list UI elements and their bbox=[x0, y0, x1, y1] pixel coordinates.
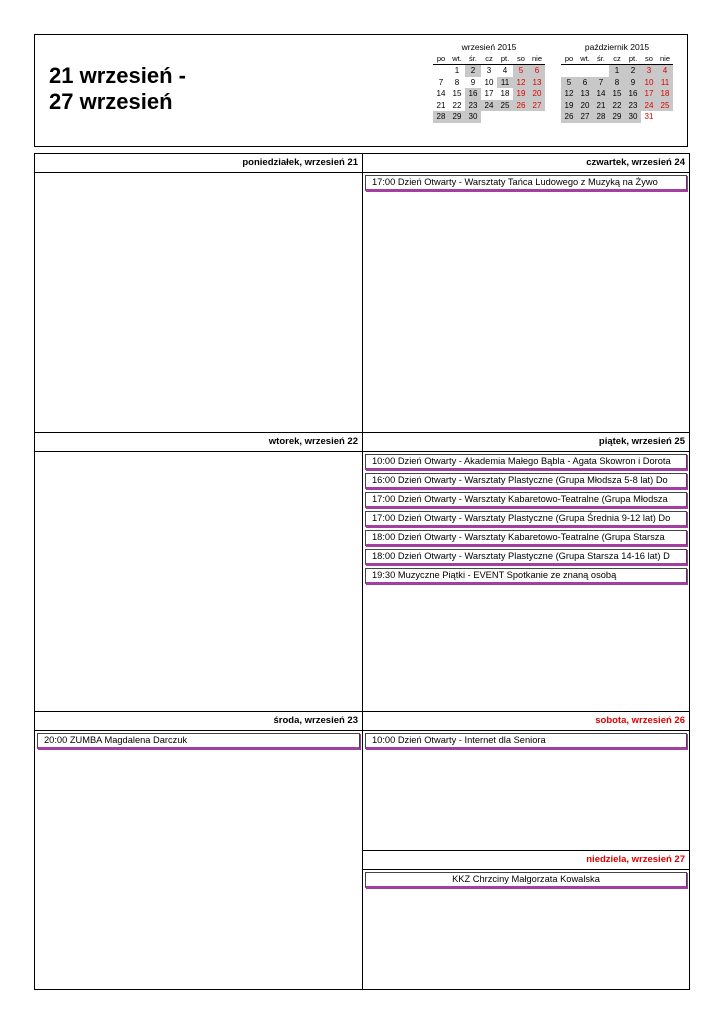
calendar-day[interactable]: 22 bbox=[452, 100, 462, 110]
calendar-day[interactable]: 4 bbox=[657, 65, 673, 77]
calendar-day bbox=[433, 65, 449, 77]
calendar-day[interactable]: 18 bbox=[657, 88, 673, 100]
calendar-day[interactable]: 31 bbox=[644, 112, 654, 122]
calendar-day[interactable]: 28 bbox=[433, 111, 449, 123]
calendar-day[interactable]: 15 bbox=[609, 88, 625, 100]
calendar-day[interactable]: 21 bbox=[436, 100, 446, 110]
weekday-label: cz bbox=[481, 53, 497, 65]
calendar-day[interactable]: 6 bbox=[529, 65, 545, 77]
calendar-day[interactable]: 29 bbox=[609, 111, 625, 123]
calendar-day bbox=[497, 111, 513, 123]
event-item[interactable]: 20:00 ZUMBA Magdalena Darczuk bbox=[37, 733, 360, 749]
event-item[interactable]: 17:00 Dzień Otwarty - Warsztaty Kabaretowo-Teatralne (Grupa Młodsza bbox=[365, 492, 687, 508]
calendar-day[interactable]: 8 bbox=[609, 77, 625, 89]
mini-calendar-title: wrzesień 2015 bbox=[461, 42, 517, 52]
event-item[interactable]: 17:00 Dzień Otwarty - Warsztaty Plastyczne (Grupa Średnia 9-12 lat) Do bbox=[365, 511, 687, 527]
weekday-label: pt. bbox=[497, 53, 513, 65]
calendar-day[interactable]: 22 bbox=[609, 100, 625, 112]
event-item[interactable]: 16:00 Dzień Otwarty - Warsztaty Plastyczne (Grupa Młodsza 5-8 lat) Do bbox=[365, 473, 687, 489]
events-wednesday bbox=[35, 731, 362, 749]
calendar-day[interactable]: 30 bbox=[465, 111, 481, 123]
calendar-day[interactable]: 1 bbox=[454, 66, 460, 76]
day-header-saturday: sobota, wrzesień 26 bbox=[363, 712, 689, 731]
calendar-day bbox=[481, 111, 497, 123]
calendar-day[interactable]: 11 bbox=[497, 77, 513, 89]
calendar-day[interactable]: 7 bbox=[438, 77, 444, 87]
calendar-day[interactable]: 20 bbox=[529, 88, 545, 100]
calendar-day[interactable]: 19 bbox=[513, 88, 529, 100]
calendar-day[interactable]: 9 bbox=[625, 77, 641, 89]
day-saturday bbox=[363, 712, 689, 851]
calendar-day[interactable]: 24 bbox=[481, 100, 497, 112]
events-tuesday bbox=[35, 452, 362, 454]
calendar-day[interactable]: 10 bbox=[641, 77, 657, 89]
weekday-label: nie bbox=[657, 53, 673, 65]
calendar-day[interactable]: 16 bbox=[625, 88, 641, 100]
weekday-label: cz bbox=[609, 53, 625, 65]
calendar-day[interactable]: 19 bbox=[561, 100, 577, 112]
calendar-day[interactable]: 27 bbox=[577, 111, 593, 123]
week-title-line-2: 27 wrzesień bbox=[49, 89, 173, 114]
mini-calendar-september bbox=[433, 41, 545, 123]
events-friday bbox=[363, 452, 689, 584]
calendar-day[interactable]: 26 bbox=[561, 111, 577, 123]
day-header-wednesday: środa, wrzesień 23 bbox=[35, 712, 362, 731]
weekday-label: wt. bbox=[449, 53, 465, 65]
event-item[interactable]: 17:00 Dzień Otwarty - Warsztaty Tańca Ludowego z Muzyką na Żywo bbox=[365, 175, 687, 191]
calendar-day[interactable]: 12 bbox=[561, 88, 577, 100]
day-sunday bbox=[363, 851, 689, 989]
calendar-day[interactable]: 16 bbox=[465, 88, 481, 100]
day-friday bbox=[363, 433, 689, 712]
calendar-day bbox=[513, 111, 529, 123]
calendar-day[interactable]: 2 bbox=[625, 65, 641, 77]
event-item[interactable]: 10:00 Dzień Otwarty - Internet dla Seniora bbox=[365, 733, 687, 749]
calendar-day[interactable]: 2 bbox=[465, 65, 481, 77]
weekday-label: so bbox=[641, 53, 657, 65]
calendar-day[interactable]: 8 bbox=[454, 77, 460, 87]
calendar-day[interactable]: 3 bbox=[641, 65, 657, 77]
day-header-sunday: niedziela, wrzesień 27 bbox=[363, 851, 689, 870]
calendar-day bbox=[561, 65, 577, 77]
event-item[interactable]: 19:30 Muzyczne Piątki - EVENT Spotkanie ze znaną osobą bbox=[365, 568, 687, 584]
week-title-line-1: 21 wrzesień - bbox=[49, 63, 186, 88]
event-item[interactable]: KKZ Chrzciny Małgorzata Kowalska bbox=[365, 872, 687, 888]
calendar-day[interactable]: 21 bbox=[593, 100, 609, 112]
calendar-day[interactable]: 5 bbox=[561, 77, 577, 89]
calendar-day bbox=[593, 65, 609, 77]
day-tuesday bbox=[35, 433, 362, 712]
calendar-day[interactable]: 28 bbox=[593, 111, 609, 123]
day-wednesday bbox=[35, 712, 362, 989]
calendar-day[interactable]: 1 bbox=[609, 65, 625, 77]
weekday-label: śr. bbox=[465, 53, 481, 65]
mini-calendar-october bbox=[561, 41, 673, 123]
events-sunday bbox=[363, 870, 689, 888]
calendar-day[interactable]: 13 bbox=[577, 88, 593, 100]
events-thursday bbox=[363, 173, 689, 191]
calendar-day[interactable]: 13 bbox=[529, 77, 545, 89]
calendar-day[interactable]: 25 bbox=[657, 100, 673, 112]
event-item[interactable]: 10:00 Dzień Otwarty - Akademia Małego Bąbla - Agata Skowron i Dorota bbox=[365, 454, 687, 470]
weekday-label: wt. bbox=[577, 53, 593, 65]
calendar-day[interactable]: 14 bbox=[436, 89, 446, 99]
week-title bbox=[49, 63, 186, 115]
calendar-day[interactable]: 3 bbox=[486, 66, 492, 76]
calendar-day[interactable]: 30 bbox=[625, 111, 641, 123]
calendar-day[interactable]: 18 bbox=[500, 89, 510, 99]
day-header-thursday: czwartek, wrzesień 24 bbox=[363, 154, 689, 173]
calendar-day[interactable]: 17 bbox=[484, 89, 494, 99]
calendar-day[interactable]: 23 bbox=[625, 100, 641, 112]
calendar-day[interactable]: 25 bbox=[497, 100, 513, 112]
day-header-tuesday: wtorek, wrzesień 22 bbox=[35, 433, 362, 452]
events-saturday bbox=[363, 731, 689, 749]
calendar-day[interactable]: 17 bbox=[641, 88, 657, 100]
weekday-label: po bbox=[561, 53, 577, 65]
day-monday bbox=[35, 154, 362, 433]
calendar-day[interactable]: 26 bbox=[513, 100, 529, 112]
event-item[interactable]: 18:00 Dzień Otwarty - Warsztaty Plastyczne (Grupa Starsza 14-16 lat) D bbox=[365, 549, 687, 565]
day-thursday bbox=[363, 154, 689, 433]
calendar-day[interactable]: 7 bbox=[593, 77, 609, 89]
calendar-day[interactable]: 4 bbox=[502, 66, 508, 76]
weekday-label: nie bbox=[529, 53, 545, 65]
calendar-day[interactable]: 5 bbox=[513, 65, 529, 77]
events-monday bbox=[35, 173, 362, 175]
calendar-day[interactable]: 9 bbox=[470, 77, 476, 87]
calendar-day bbox=[657, 111, 673, 123]
calendar-day[interactable]: 29 bbox=[449, 111, 465, 123]
day-header-monday: poniedziałek, wrzesień 21 bbox=[35, 154, 362, 173]
calendar-day[interactable]: 15 bbox=[452, 89, 462, 99]
day-header-friday: piątek, wrzesień 25 bbox=[363, 433, 689, 452]
calendar-day[interactable]: 6 bbox=[577, 77, 593, 89]
weekday-label: śr. bbox=[593, 53, 609, 65]
calendar-day[interactable]: 12 bbox=[513, 77, 529, 89]
calendar-day[interactable]: 14 bbox=[593, 88, 609, 100]
event-item[interactable]: 18:00 Dzień Otwarty - Warsztaty Kabaretowo-Teatralne (Grupa Starsza bbox=[365, 530, 687, 546]
calendar-day[interactable]: 24 bbox=[641, 100, 657, 112]
calendar-day[interactable]: 10 bbox=[484, 77, 494, 87]
calendar-day[interactable]: 20 bbox=[577, 100, 593, 112]
calendar-day bbox=[529, 111, 545, 123]
week-grid bbox=[34, 153, 690, 990]
weekday-label: so bbox=[513, 53, 529, 65]
weekday-label: po bbox=[433, 53, 449, 65]
calendar-day[interactable]: 11 bbox=[657, 77, 673, 89]
calendar-day bbox=[577, 65, 593, 77]
week-header bbox=[34, 34, 688, 147]
weekday-label: pt. bbox=[625, 53, 641, 65]
calendar-day[interactable]: 23 bbox=[465, 100, 481, 112]
calendar-day[interactable]: 27 bbox=[529, 100, 545, 112]
mini-calendar-title: październik 2015 bbox=[584, 42, 650, 52]
